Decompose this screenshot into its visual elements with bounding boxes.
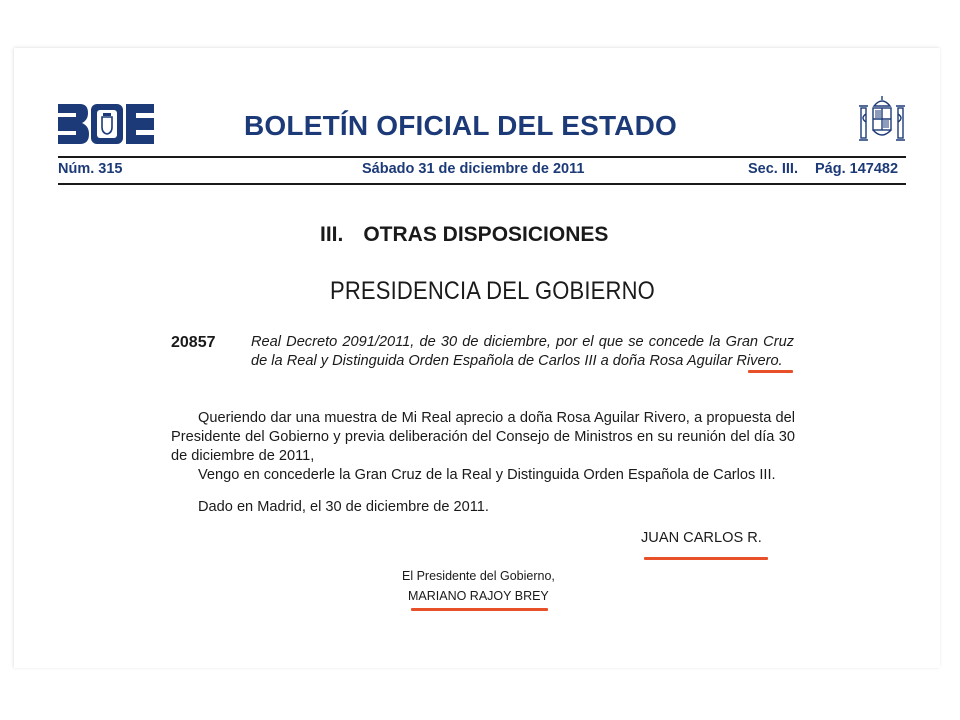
highlight-king	[644, 557, 768, 560]
section-ref: Sec. III.	[748, 161, 798, 177]
header-rule-bottom	[58, 183, 906, 185]
issue-date: Sábado 31 de diciembre de 2011	[362, 161, 585, 177]
section-heading	[320, 223, 608, 247]
decree-title: Real Decreto 2091/2011, de 30 de diciembre, por el que se concede la Gran Cruz de la Real y Distinguida Orden Española de Carlos III a doña Rosa Aguilar Rivero.	[251, 334, 794, 369]
highlight-aguilar	[748, 370, 793, 373]
president-name: MARIANO RAJOY BREY	[408, 589, 549, 603]
header-rule-top	[58, 156, 906, 158]
body-paragraph-2: Vengo en concederle la Gran Cruz de la Real y Distinguida Orden Española de Carlos III.	[198, 467, 776, 483]
document-page	[14, 48, 940, 668]
section-name: OTRAS DISPOSICIONES	[363, 223, 609, 246]
coat-of-arms-icon	[856, 94, 908, 150]
issue-number: Núm. 315	[58, 161, 123, 177]
decree-number: 20857	[171, 334, 216, 351]
bulletin-title: BOLETÍN OFICIAL DEL ESTADO	[244, 110, 677, 141]
section-number: III.	[320, 223, 344, 246]
page-ref: Pág. 147482	[815, 161, 899, 177]
president-label: El Presidente del Gobierno,	[402, 569, 555, 583]
highlight-president	[411, 608, 548, 611]
boe-logo-icon	[58, 104, 154, 144]
dated-line: Dado en Madrid, el 30 de diciembre de 2011.	[198, 499, 489, 515]
body-paragraph-1: Queriendo dar una muestra de Mi Real aprecio a doña Rosa Aguilar Rivero, a propuesta del Presidente del Gobierno y previa deliberación del Consejo de Ministros en su reunión del día 30 de diciembre de 2011,	[171, 410, 795, 464]
ministry-heading: PRESIDENCIA DEL GOBIERNO	[330, 277, 655, 305]
king-signature: JUAN CARLOS R.	[641, 530, 762, 546]
